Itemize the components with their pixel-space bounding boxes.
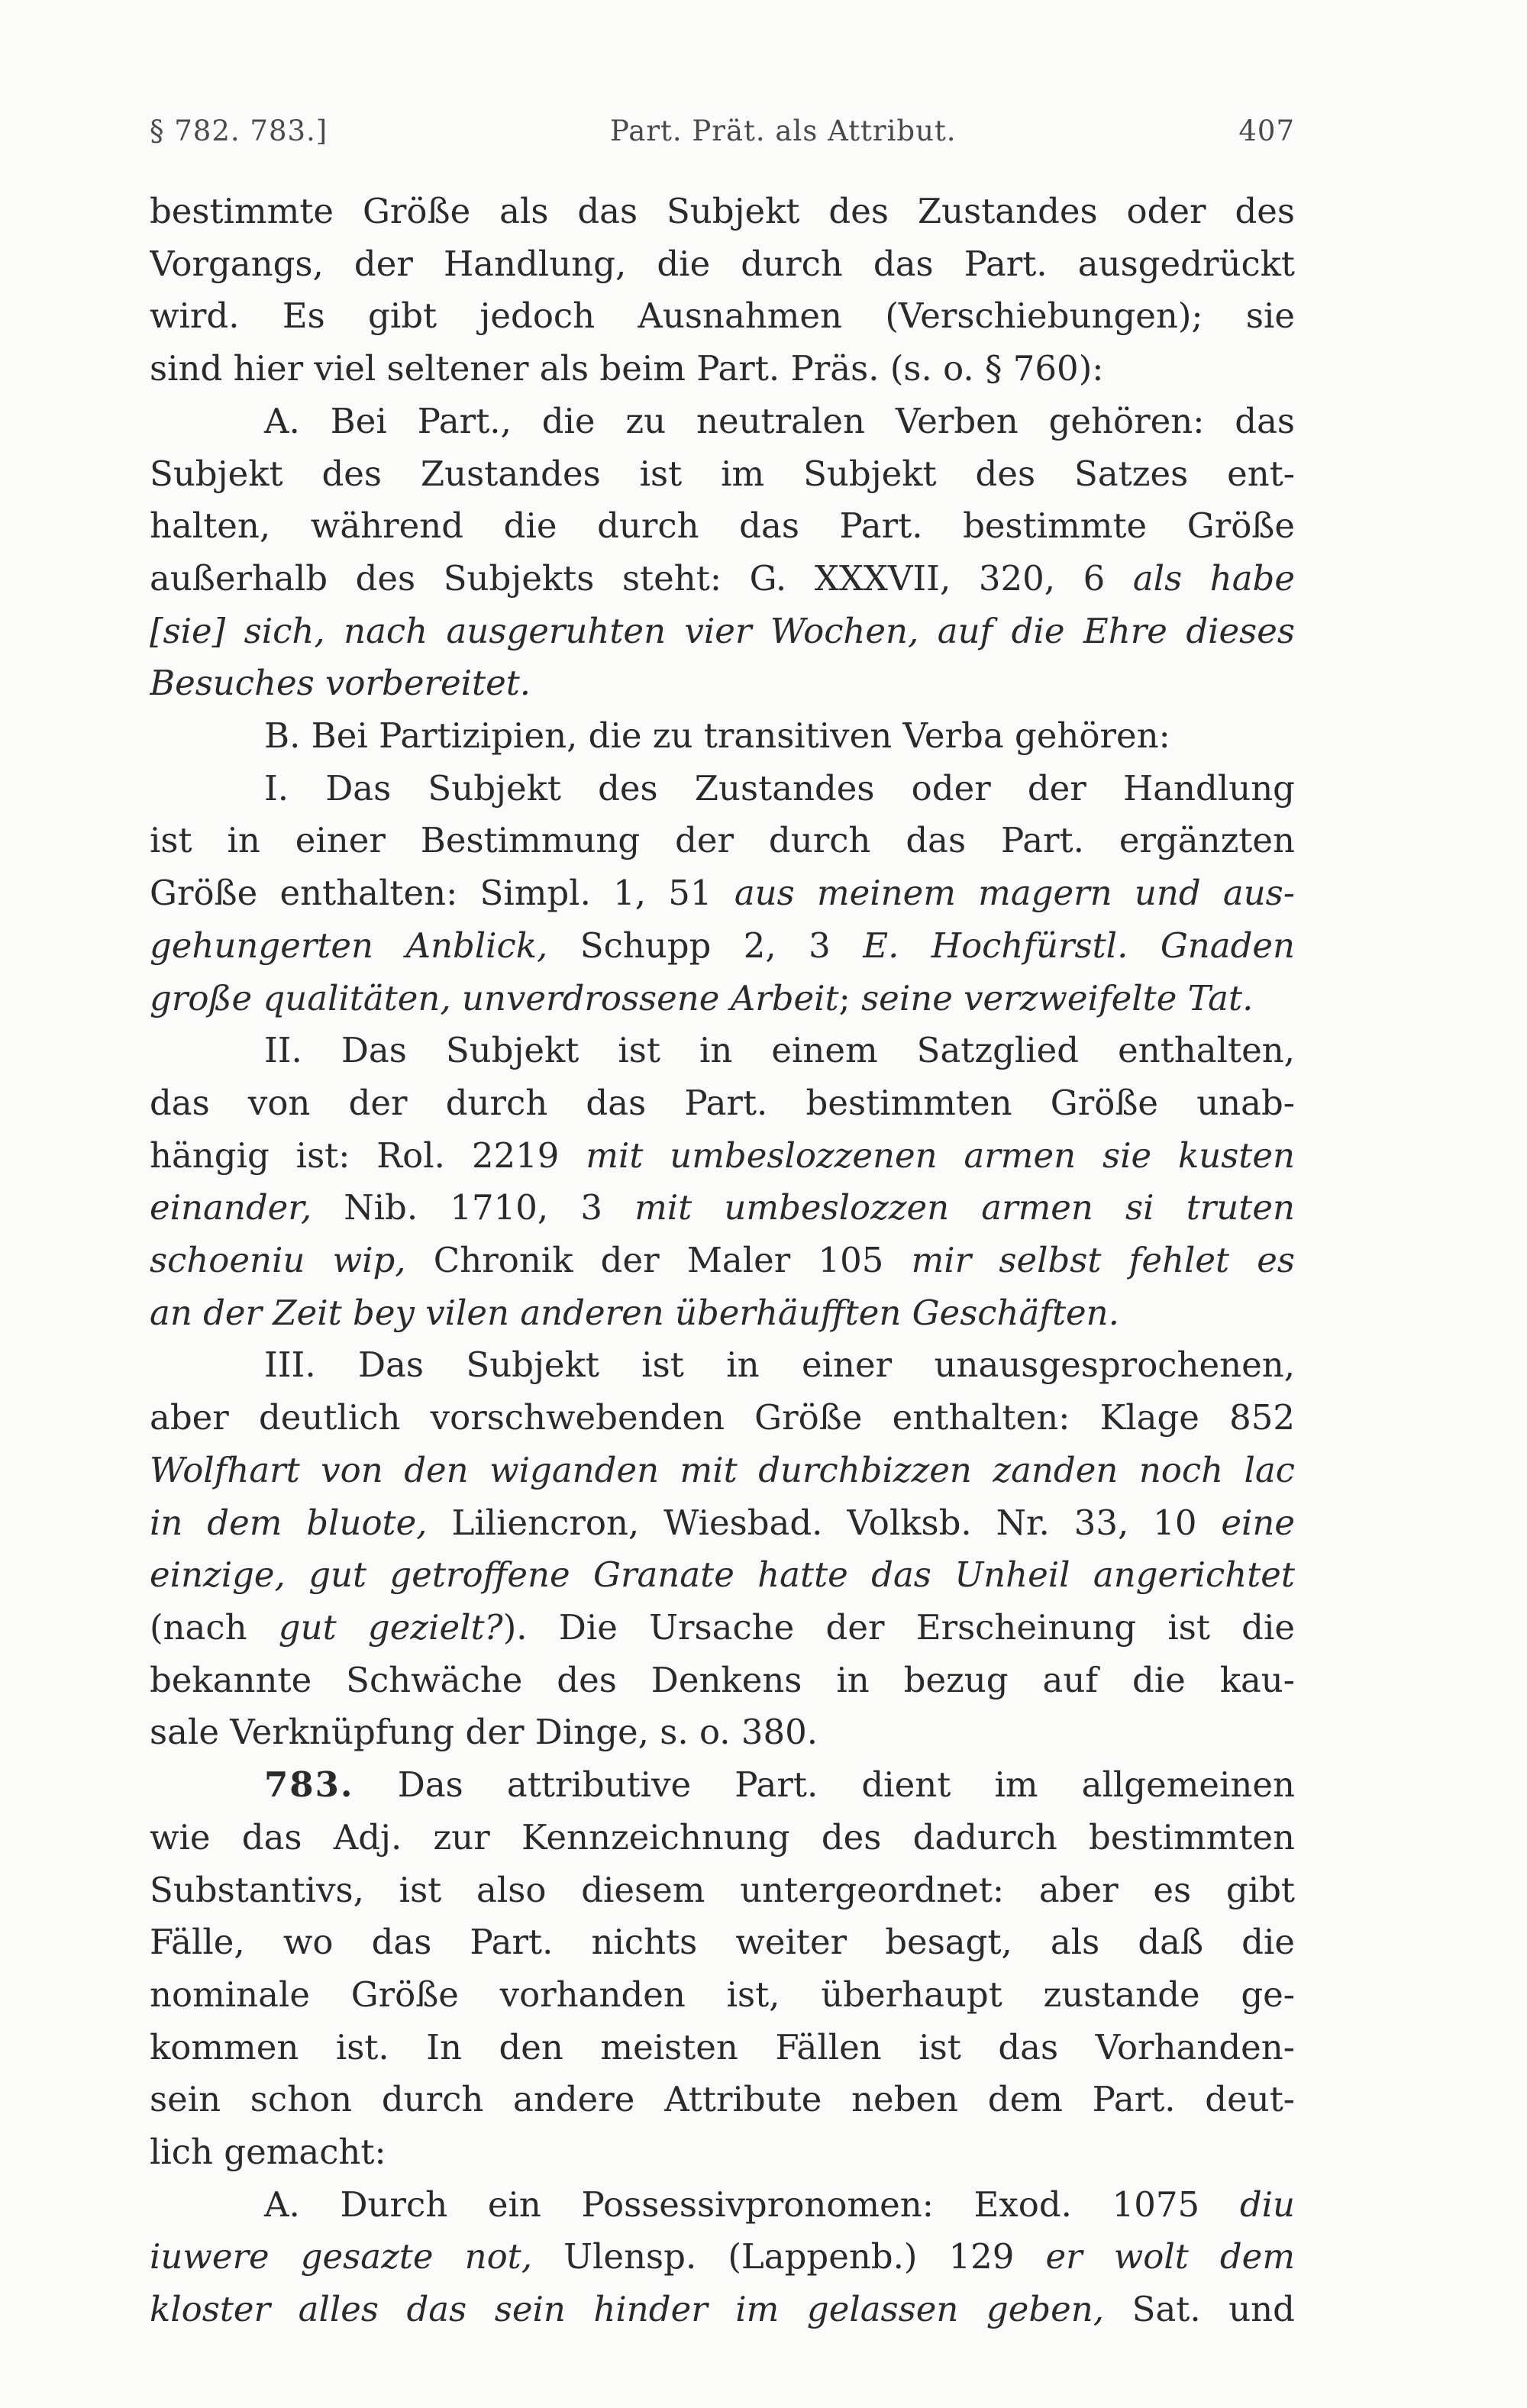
text-line: [150, 867, 1295, 920]
text-run: I. Das Subjekt des Zustandes oder der Handlung: [264, 767, 1295, 809]
text-run: Fälle, wo das Part. nichts weiter besagt, als daß die: [150, 1922, 1295, 1963]
italic-quote: einzige, gut getroffene Granate hatte das Unheil angerichtet: [150, 1554, 1295, 1596]
text-run: halten, während die durch das Part. bestimmte Größe: [150, 505, 1295, 547]
text-run: ist in einer Bestimmung der durch das Part. ergänzten: [150, 820, 1295, 861]
text-line: [150, 1287, 1295, 1340]
text-run: Größe enthalten: Simpl. 1, 51: [150, 873, 734, 914]
italic-quote: Besuches vorbereitet.: [150, 663, 531, 704]
italic-quote: diu: [1239, 2184, 1295, 2225]
text-run: Schupp 2, 3: [547, 925, 864, 966]
text-line: [150, 343, 1295, 395]
header-page-number: 407: [1238, 115, 1295, 147]
text-line: [150, 605, 1295, 658]
text-line: [150, 500, 1295, 553]
italic-quote: [sie] sich, nach ausgeruhten vier Wochen, auf die Ehre dieses: [150, 610, 1295, 651]
italic-quote: Wolfhart von den wiganden mit durchbizzen zanden noch lac: [150, 1449, 1295, 1490]
text-line: [150, 1077, 1295, 1130]
text-run: ;: [838, 977, 862, 1018]
text-run: (nach: [150, 1606, 279, 1648]
text-line: [150, 2074, 1295, 2126]
text-run: sein schon durch andere Attribute neben dem Part. deut-: [150, 2079, 1295, 2120]
text-line: [150, 1759, 1295, 1812]
text-line: [150, 186, 1295, 238]
text-line: [150, 1916, 1295, 1969]
italic-quote: er wolt dem: [1045, 2236, 1295, 2277]
running-header: [150, 115, 1295, 147]
text-line: [150, 1497, 1295, 1550]
text-run: Liliencron, Wiesbad. Volksb. Nr. 33, 10: [427, 1502, 1222, 1543]
text-run: Das attributive Part. dient im allgemeinen: [354, 1764, 1295, 1806]
text-run: nominale Größe vorhanden ist, überhaupt zustande ge-: [150, 1974, 1295, 2015]
italic-quote: mit umbeslozzenen armen sie kusten: [586, 1135, 1295, 1176]
text-run: III. Das Subjekt ist in einer unausgesprochenen,: [264, 1344, 1295, 1386]
text-line: [150, 2179, 1295, 2232]
section-number: 783.: [264, 1764, 354, 1806]
text-run: bestimmte Größe als das Subjekt des Zustandes oder des: [150, 191, 1295, 231]
text-run: hängig ist: Rol. 2219: [150, 1135, 586, 1176]
text-line: [150, 973, 1295, 1025]
italic-quote: mir selbst fehlet es: [911, 1240, 1295, 1281]
text-run: kommen ist. In den meisten Fällen ist das Vorhanden-: [150, 2026, 1295, 2067]
italic-quote: iuwere gesazte not,: [150, 2236, 533, 2277]
text-run: Substantivs, ist also diesem untergeordnet: aber es gibt: [150, 1869, 1295, 1910]
text-line: [150, 763, 1295, 815]
text-run: sale Verknüpfung der Dinge, s. o. 380.: [150, 1712, 818, 1753]
italic-quote: eine: [1221, 1502, 1295, 1543]
text-run: bekannte Schwäche des Denkens in bezug auf die kau-: [150, 1659, 1295, 1700]
italic-quote: mit umbeslozzen armen si truten: [634, 1187, 1295, 1228]
text-run: Sat. und: [1104, 2289, 1295, 2330]
text-line: [150, 1025, 1295, 1077]
text-line: [150, 238, 1295, 291]
italic-quote: an der Zeit bey vilen anderen überhäufften Geschäften.: [150, 1292, 1119, 1333]
text-line: [150, 1549, 1295, 1602]
text-run: das von der durch das Part. bestimmten Größe unab-: [150, 1082, 1295, 1123]
text-line: [150, 2022, 1295, 2074]
text-line: [150, 920, 1295, 973]
text-run: außerhalb des Subjekts steht: G. XXXVII, 320, 6: [150, 557, 1133, 599]
text-line: [150, 448, 1295, 501]
italic-quote: große qualitäten, unverdrossene Arbeit: [150, 977, 839, 1018]
italic-quote: als habe: [1132, 557, 1295, 599]
italic-quote: einander,: [150, 1187, 312, 1228]
text-run: Ulensp. (Lappenb.) 129: [532, 2236, 1046, 2277]
text-line: [150, 2126, 1295, 2179]
text-run: Chronik der Maler 105: [405, 1240, 912, 1281]
italic-quote: gut gezielt?: [278, 1606, 503, 1648]
italic-quote: kloster alles das sein hinder im gelassen geben,: [150, 2289, 1105, 2330]
header-title: Part. Prät. als Attribut.: [610, 115, 957, 147]
text-line: [150, 1444, 1295, 1497]
header-section-ref: § 782. 783.]: [150, 115, 328, 147]
text-run: Subjekt des Zustandes ist im Subjekt des Satzes ent-: [150, 453, 1295, 494]
text-line: [150, 2231, 1295, 2284]
text-run: A. Bei Part., die zu neutralen Verben gehören: das: [264, 400, 1295, 441]
text-line: [150, 395, 1295, 448]
text-line: [150, 1339, 1295, 1392]
text-line: [150, 1392, 1295, 1444]
book-page: [150, 115, 1295, 2336]
text-run: lich gemacht:: [150, 2132, 386, 2173]
text-run: Nib. 1710, 3: [312, 1187, 635, 1228]
text-line: [150, 1235, 1295, 1287]
text-run: Vorgangs, der Handlung, die durch das Part. ausgedrückt: [150, 243, 1295, 284]
italic-quote: aus meinem magern und aus-: [734, 873, 1295, 914]
italic-quote: in dem bluote,: [150, 1502, 428, 1543]
text-line: [150, 1130, 1295, 1183]
text-line: [150, 1969, 1295, 2022]
text-line: [150, 1706, 1295, 1759]
text-run: II. Das Subjekt ist in einem Satzglied enthalten,: [264, 1030, 1295, 1071]
italic-quote: E. Hochfürstl. Gnaden: [863, 925, 1295, 966]
text-run: A. Durch ein Possessivpronomen: Exod. 1075: [264, 2184, 1240, 2225]
text-run: wird. Es gibt jedoch Ausnahmen (Verschiebungen); sie: [150, 295, 1295, 337]
text-line: [150, 290, 1295, 343]
text-line: [150, 1864, 1295, 1917]
text-run: sind hier viel seltener als beim Part. Präs. (s. o. § 760):: [150, 348, 1104, 389]
text-line: [150, 815, 1295, 867]
text-line: [150, 1182, 1295, 1235]
italic-quote: seine verzweifelte Tat.: [861, 977, 1254, 1018]
text-line: [150, 657, 1295, 710]
text-line: [150, 553, 1295, 605]
italic-quote: schoeniu wip,: [150, 1240, 406, 1281]
text-run: wie das Adj. zur Kennzeichnung des dadurch bestimmten: [150, 1816, 1295, 1858]
text-line: [150, 1654, 1295, 1707]
text-line: [150, 1812, 1295, 1864]
text-run: aber deutlich vorschwebenden Größe enthalten: Klage 852: [150, 1397, 1295, 1438]
text-run: B. Bei Partizipien, die zu transitiven Verba gehören:: [264, 715, 1170, 757]
text-line: [150, 1602, 1295, 1654]
text-run: ). Die Ursache der Erscheinung ist die: [502, 1606, 1295, 1648]
text-line: [150, 710, 1295, 763]
italic-quote: gehungerten Anblick,: [150, 925, 548, 966]
text-line: [150, 2284, 1295, 2336]
body-text: [150, 186, 1295, 2336]
